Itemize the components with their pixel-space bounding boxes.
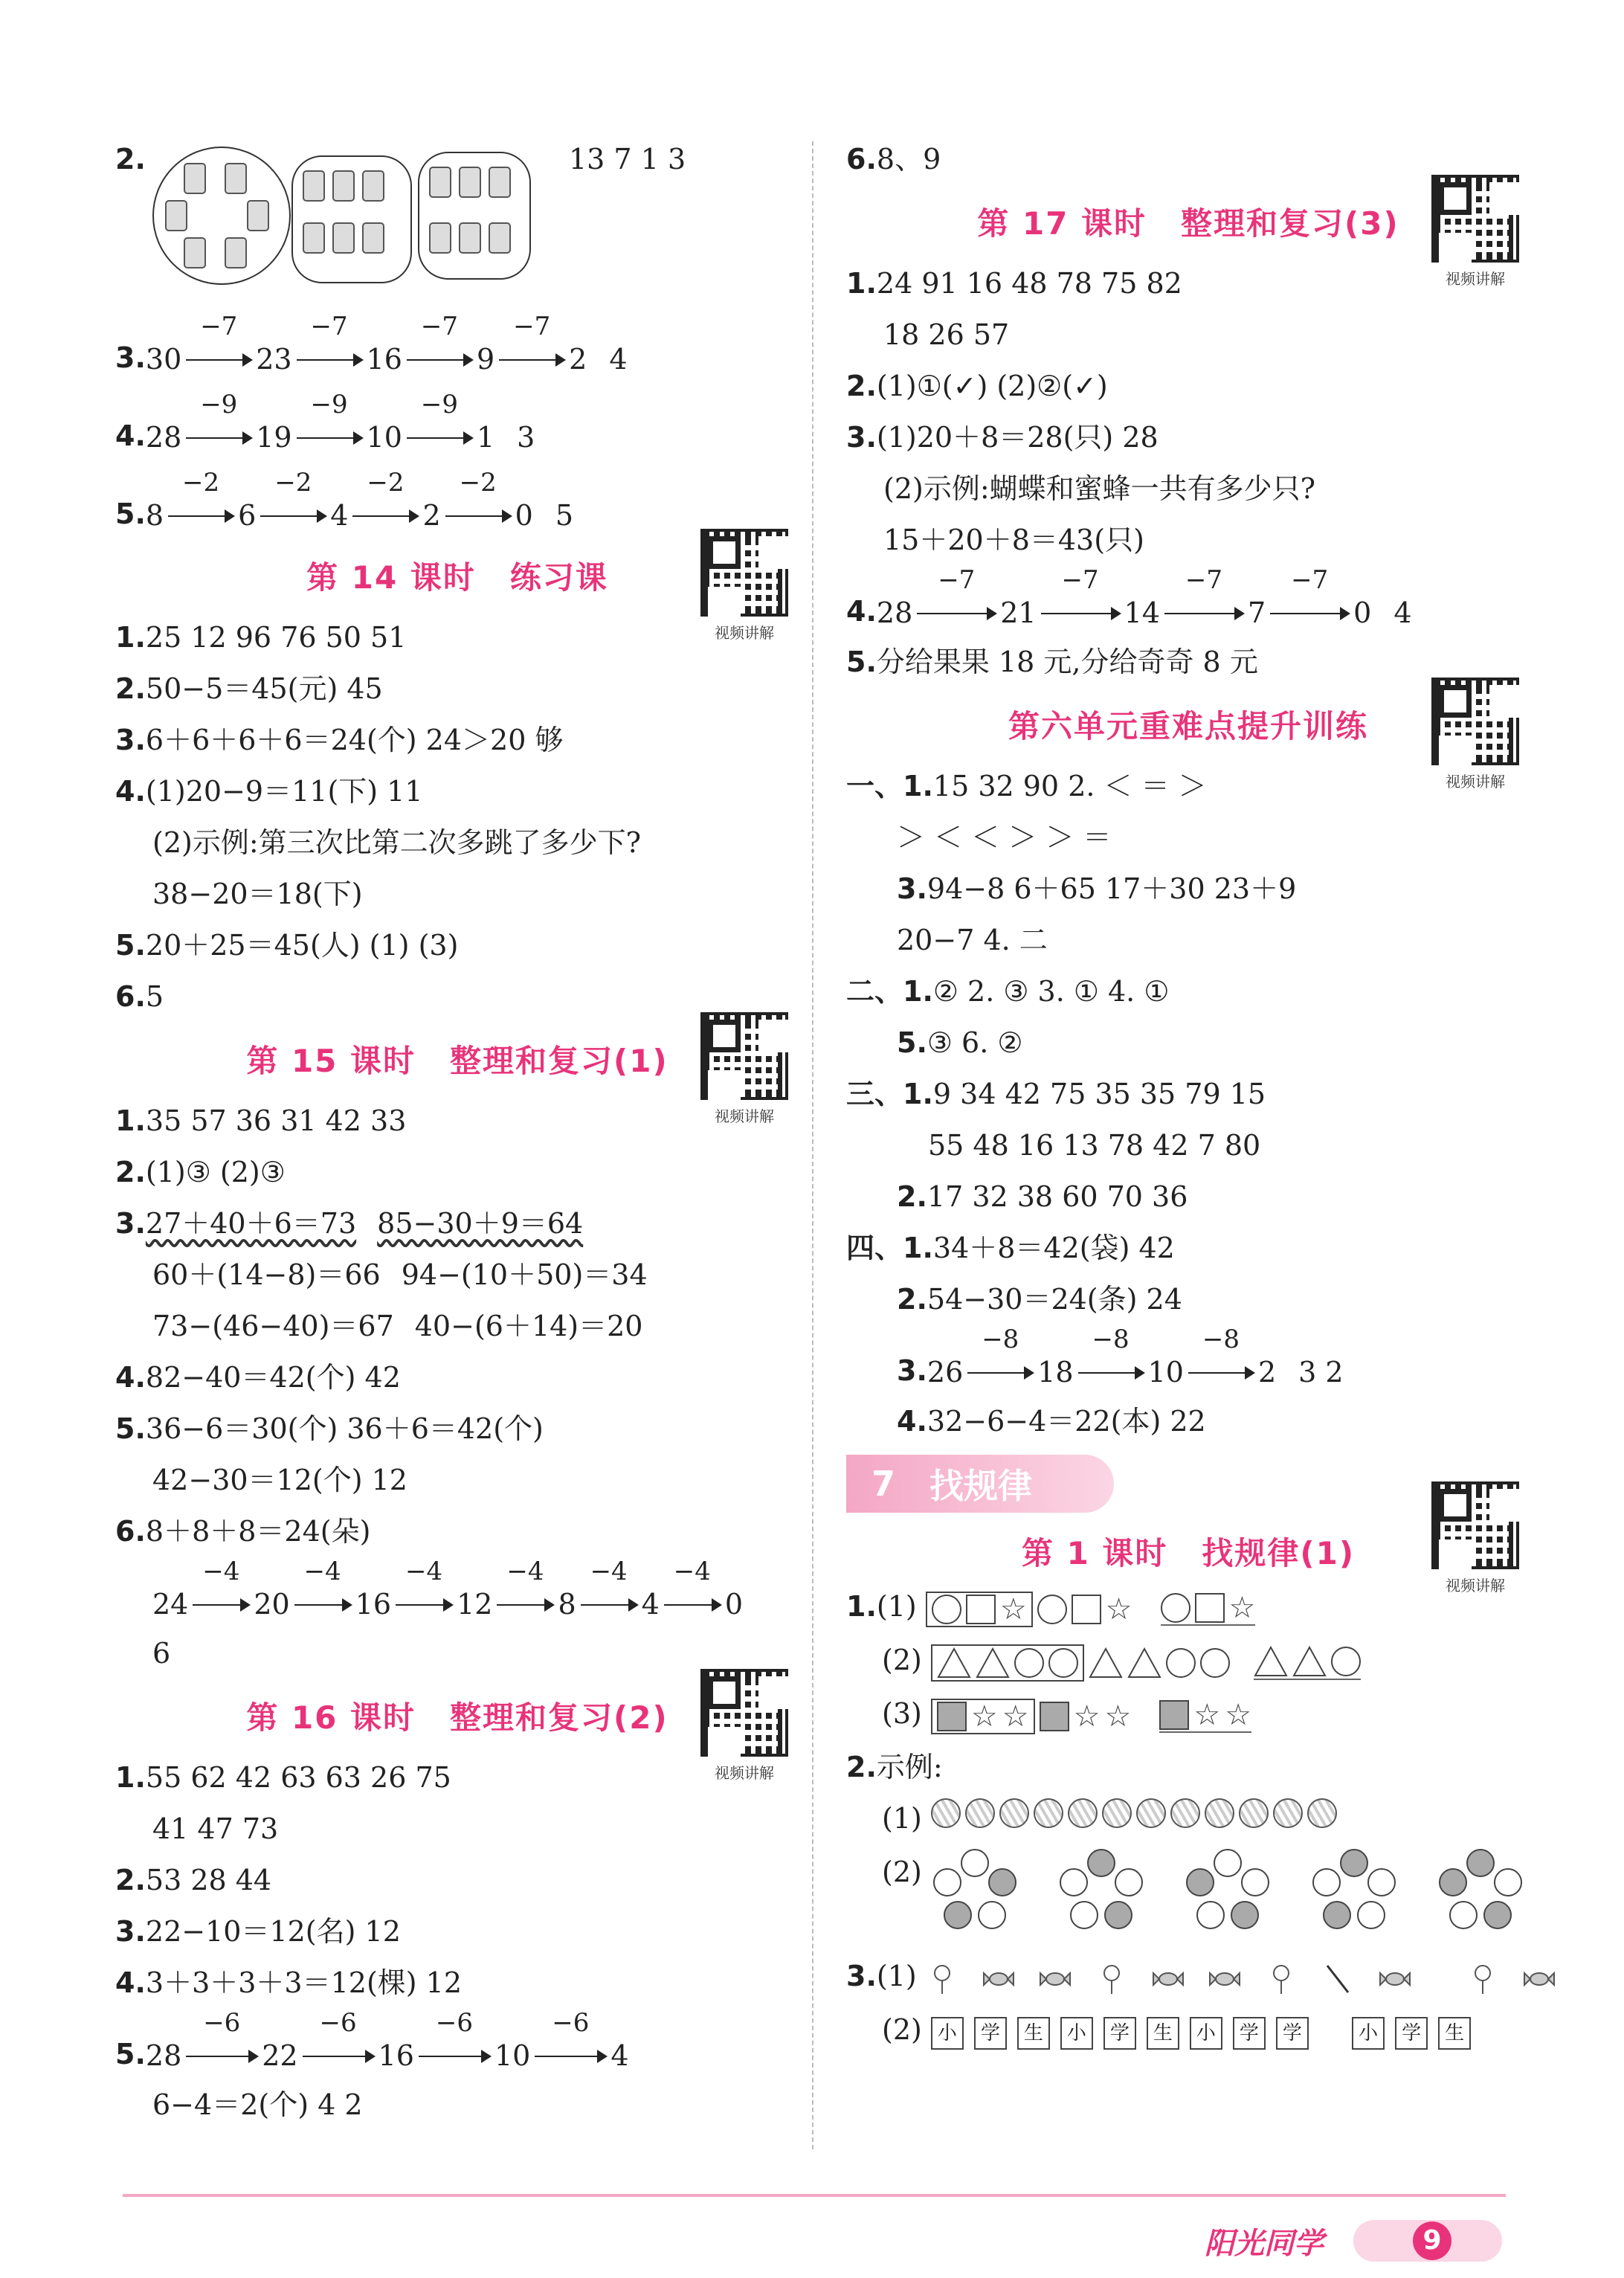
arrow-step: −8 xyxy=(1077,1357,1145,1387)
arrow-step: −7 xyxy=(497,344,566,374)
shape-sequence xyxy=(926,1592,1275,1627)
question-number: 2. xyxy=(115,143,146,176)
chain-value: 23 xyxy=(256,343,292,376)
square-shape xyxy=(1072,1595,1101,1624)
ball-icon xyxy=(1034,1798,1063,1828)
arrow-step: −4 xyxy=(191,1589,251,1619)
arrow-step: −9 xyxy=(295,422,364,452)
ball-icon xyxy=(1102,1798,1132,1828)
arrow-step: −6 xyxy=(301,2041,376,2071)
page-number-badge xyxy=(1353,2220,1502,2262)
candy-icon xyxy=(1379,1963,1411,1995)
jars-illustration xyxy=(151,141,538,290)
char-sequence: 小 学 生 小 学 生 小 学 学 小 学 生 xyxy=(931,2013,1481,2046)
q2-row xyxy=(115,134,799,305)
answer-line: 2.(1)①(✓) (2)②(✓) xyxy=(846,370,1108,402)
toy-sequence xyxy=(926,1960,1570,1992)
chain-value: 16 xyxy=(366,343,402,376)
arrow-step: −4 xyxy=(394,1589,454,1619)
q5-chain xyxy=(115,461,799,539)
answer-line: (2)示例:蝴蝶和蜜蜂一共有多少只? xyxy=(883,472,1316,505)
arrow-step: −7 xyxy=(1040,598,1121,628)
chain-value: 2 xyxy=(1257,1356,1277,1389)
pattern-row-2: (2) xyxy=(846,1635,1530,1688)
answer-line: 38−20＝18(下) xyxy=(152,878,363,910)
question-number: 4. xyxy=(115,419,146,452)
star-icon: ☆ xyxy=(1225,1697,1252,1732)
answer-line: 4.32−6−4＝22(本) 22 xyxy=(897,1405,1206,1438)
char-row: (2) 小 学 生 小 学 生 小 学 学 小 学 生 xyxy=(846,2004,1530,2058)
ball-icon xyxy=(965,1798,995,1828)
chain-value: 10 xyxy=(366,421,402,454)
chain-value: 7 xyxy=(1247,596,1266,629)
lollipop-icon xyxy=(1466,1963,1499,1995)
chain-value: 28 xyxy=(145,2039,182,2072)
chain-value: 10 xyxy=(1147,1356,1184,1389)
answer-line: 6−4＝2(个) 4 2 xyxy=(152,2088,363,2121)
arrow-step: −9 xyxy=(184,422,253,452)
flower-pattern-icon xyxy=(1184,1847,1272,1934)
answer-line: 5.20＋25＝45(人) (1) (3) xyxy=(115,929,459,962)
ball-sequence xyxy=(931,1802,1341,1835)
arrow-step: −7 xyxy=(1269,598,1350,628)
brand-logo: 阳光同学 xyxy=(1205,2227,1324,2261)
answer-line: ＞ ＜ ＜ ＞ ＞ ＝ xyxy=(897,821,1112,854)
answer-line: 2.(1)③ (2)③ xyxy=(115,1156,286,1188)
answer-line: 3.94−8 6＋65 17＋30 23＋9 xyxy=(897,872,1297,905)
arrow-step: −2 xyxy=(167,501,235,530)
answer-line: 1.24 91 16 48 78 75 82 xyxy=(846,267,1182,300)
answer-line: 一、1.15 32 90 2. ＜ ＝ ＞ xyxy=(846,770,1207,802)
section-title: 第 15 课时 整理和复习(1) xyxy=(246,1043,668,1079)
arrow-step: −4 xyxy=(663,1589,722,1619)
s17-q4-chain xyxy=(846,566,1530,637)
lollipop-icon xyxy=(1095,1963,1128,1995)
answer-line: 15＋20＋8＝43(只) xyxy=(883,524,1144,556)
circle-shape xyxy=(1161,1593,1190,1623)
question-number: 5. xyxy=(115,2038,146,2071)
chain-answer: 3 xyxy=(517,421,535,454)
flower-pattern-icon xyxy=(1437,1847,1524,1934)
chain-value: 16 xyxy=(355,1588,392,1621)
chain-value: 10 xyxy=(494,2039,531,2072)
arrow-step: −8 xyxy=(966,1357,1034,1387)
qr-code[interactable]: 视频讲解 xyxy=(697,1669,792,1783)
chain-answer: 5 xyxy=(555,499,574,532)
star-icon: ☆ xyxy=(1104,1699,1132,1734)
chain-value: 26 xyxy=(927,1356,964,1389)
chain-value: 4 xyxy=(610,2039,629,2072)
chain-value: 14 xyxy=(1124,596,1160,629)
answer-line: 6.8、9 xyxy=(846,143,941,176)
chain-value: 21 xyxy=(1000,596,1037,629)
answer-line: (2)示例:第三次比第二次多跳了多少下? xyxy=(152,826,642,859)
qr-code[interactable]: 视频讲解 xyxy=(1428,1481,1523,1595)
candy-icon xyxy=(1523,1963,1556,1995)
arrow-step: −6 xyxy=(184,2041,259,2071)
chain-value: 6 xyxy=(238,499,257,532)
answer-line: 42−30＝12(个) 12 xyxy=(152,1464,407,1496)
question-number: 4. xyxy=(846,595,877,628)
flower-sequence xyxy=(931,1872,1524,1905)
ball-icon xyxy=(1307,1798,1337,1828)
question-number: 3. xyxy=(115,341,146,374)
q2-answers: 13 7 1 3 xyxy=(569,143,686,176)
candy-icon xyxy=(1208,1963,1241,1995)
arrow-step: −7 xyxy=(1163,598,1245,628)
answer-line: 3.22−10＝12(名) 12 xyxy=(115,1915,401,1948)
chain-value: 9 xyxy=(476,343,495,376)
arrow-step: −7 xyxy=(915,598,997,628)
answer-line: 4.(1)20−9＝11(下) 11 xyxy=(115,775,423,808)
arrow-step: −4 xyxy=(495,1589,555,1619)
circle-shape xyxy=(1200,1648,1230,1678)
chain-value: 22 xyxy=(262,2039,298,2072)
answer-line: 41 47 73 xyxy=(152,1812,279,1845)
qr-code[interactable]: 视频讲解 xyxy=(697,1012,792,1126)
answer-line: 55 48 16 13 78 42 7 80 xyxy=(928,1129,1261,1162)
answer-line: 6.5 xyxy=(115,980,164,1013)
chain-value: 28 xyxy=(145,421,182,454)
arrow-step: −4 xyxy=(579,1589,639,1619)
ball-icon xyxy=(1068,1798,1098,1828)
s15-chain xyxy=(115,1557,799,1628)
chain-value: 8 xyxy=(145,499,164,532)
pattern-row-1: 1.(1) ☆ ☆ ☆ xyxy=(846,1581,1530,1635)
chain-value: 28 xyxy=(876,596,913,629)
arrow-step: −8 xyxy=(1187,1357,1255,1387)
arrow-step: −6 xyxy=(417,2041,492,2071)
qr-code[interactable]: 视频讲解 xyxy=(1428,175,1523,289)
flower-pattern-icon xyxy=(1057,1847,1145,1934)
chain-value: 1 xyxy=(476,421,495,454)
flower-row: (2) xyxy=(846,1847,1530,1951)
chain-value: 8 xyxy=(558,1588,576,1621)
star-icon: ☆ xyxy=(999,1592,1027,1627)
candy-icon xyxy=(1152,1963,1185,1995)
ball-icon xyxy=(1136,1798,1166,1828)
column-divider xyxy=(812,141,813,2149)
answer-line: 2.17 32 38 60 70 36 xyxy=(897,1180,1188,1213)
circle-shape xyxy=(932,1595,961,1624)
circle-shape xyxy=(1014,1648,1044,1678)
chain-value: 0 xyxy=(724,1588,743,1621)
arrow-step: −2 xyxy=(351,501,419,530)
footer-rule xyxy=(123,2194,1506,2197)
answer-line: 1.25 12 96 76 50 51 xyxy=(115,621,407,654)
answer-line: 20−7 4. 二 xyxy=(897,924,1048,956)
chain-answer: 4 xyxy=(1393,596,1412,629)
circle-shape xyxy=(1037,1595,1067,1624)
circle-shape xyxy=(1166,1648,1196,1678)
square-shape xyxy=(966,1595,996,1624)
section-title: 第 17 课时 整理和复习(3) xyxy=(977,205,1399,242)
gray-square-shape xyxy=(937,1702,967,1731)
gray-square-shape xyxy=(1040,1702,1069,1731)
chain-value: 2 xyxy=(569,343,587,376)
arrow-step: −2 xyxy=(259,501,327,530)
candy-icon xyxy=(1039,1963,1072,1995)
triangle-shape xyxy=(1127,1647,1161,1679)
circle-shape xyxy=(1331,1647,1361,1676)
answer-line: 3.27＋40＋6＝73 85−30＋9＝64 xyxy=(115,1207,584,1240)
pattern-row-3: (3) ☆ ☆ ☆ ☆ ☆ ☆ xyxy=(846,1688,1530,1742)
lollipop-icon xyxy=(926,1963,958,1995)
triangle-shape xyxy=(1292,1646,1327,1677)
ball-icon xyxy=(999,1798,1029,1828)
triangle-shape xyxy=(937,1647,971,1679)
answer-line: 5.36−6＝30(个) 36＋6＝42(个) xyxy=(115,1412,544,1445)
ball-icon xyxy=(1205,1798,1234,1828)
lesson-1-header xyxy=(846,1522,1530,1581)
answer-line: 4.3＋3＋3＋3＝12(棵) 12 xyxy=(115,1966,463,1999)
qr-code[interactable]: 视频讲解 xyxy=(1428,678,1523,791)
answer-line: 5.分给果果 18 元,分给奇奇 8 元 xyxy=(846,646,1258,678)
unit-tag: 7 找规律 xyxy=(846,1455,1114,1513)
answer-line: 4.82−40＝42(个) 42 xyxy=(115,1361,401,1394)
page-number: 9 xyxy=(1413,2221,1451,2260)
answer-line: 6.8＋8＋8＝24(朵) xyxy=(115,1515,371,1548)
answer-line: 3.6＋6＋6＋6＝24(个) 24＞20 够 xyxy=(115,724,564,756)
star-icon: ☆ xyxy=(1105,1592,1132,1627)
s6-q3-chain xyxy=(846,1325,1530,1396)
star-icon: ☆ xyxy=(1073,1699,1101,1734)
toy-row: 3.(1) xyxy=(846,1951,1530,2004)
answer-line: 6 xyxy=(152,1637,171,1670)
answer-line: 2.54−30＝24(条) 24 xyxy=(897,1283,1182,1316)
section-title: 第六单元重难点提升训练 xyxy=(1008,708,1368,744)
answer-line: 18 26 57 xyxy=(883,318,1010,351)
answer-line: 1.55 62 42 63 63 26 75 xyxy=(115,1761,451,1794)
chain-value: 18 xyxy=(1037,1356,1074,1389)
answer-line: 73−(46−40)＝67 40−(6＋14)＝20 xyxy=(152,1310,643,1342)
arrow-step: −7 xyxy=(405,344,474,374)
chain-value: 16 xyxy=(378,2039,414,2072)
chain-value: 4 xyxy=(641,1588,660,1621)
shape-sequence xyxy=(931,1699,1271,1734)
star-icon: ☆ xyxy=(1228,1590,1256,1625)
qr-code[interactable]: 视频讲解 xyxy=(697,529,792,643)
chain-value: 12 xyxy=(457,1588,493,1621)
chain-answer: 3 2 xyxy=(1298,1356,1344,1389)
crossed-out-icon xyxy=(1321,1963,1354,1995)
section-title: 第 1 课时 找规律(1) xyxy=(1021,1535,1356,1571)
answer-line: 2.53 28 44 xyxy=(115,1864,272,1896)
right-column xyxy=(846,134,1530,2058)
star-icon: ☆ xyxy=(970,1699,998,1734)
chain-value: 0 xyxy=(1353,596,1372,629)
ball-icon xyxy=(931,1798,961,1828)
q3-chain xyxy=(115,305,799,383)
arrow-step: −4 xyxy=(293,1589,352,1619)
gray-square-shape xyxy=(1159,1700,1189,1730)
answer-line: 三、1.9 34 42 75 35 35 79 15 xyxy=(846,1078,1266,1110)
ball-row: (1) xyxy=(846,1793,1530,1847)
arrow-step: −7 xyxy=(295,344,364,374)
star-icon: ☆ xyxy=(1193,1697,1221,1732)
arrow-step: −9 xyxy=(405,422,474,452)
arrow-step: −7 xyxy=(184,344,253,374)
flower-pattern-icon xyxy=(1310,1847,1398,1934)
question-number: 5. xyxy=(115,498,146,530)
question-number: 3. xyxy=(897,1354,927,1387)
left-column xyxy=(115,134,799,2131)
shape-sequence xyxy=(931,1644,1380,1682)
answer-line: 5.③ 6. ② xyxy=(897,1026,1023,1059)
section-title: 第 16 课时 整理和复习(2) xyxy=(246,1699,668,1736)
triangle-shape xyxy=(1254,1646,1288,1677)
answer-line: 1.35 57 36 31 42 33 xyxy=(115,1104,407,1137)
section-title: 第 14 课时 练习课 xyxy=(306,559,608,596)
square-shape xyxy=(1195,1593,1225,1623)
chain-value: 4 xyxy=(330,499,349,532)
circle-shape xyxy=(1048,1648,1078,1678)
answer-line: 四、1.34＋8＝42(袋) 42 xyxy=(846,1232,1175,1264)
triangle-shape xyxy=(976,1647,1010,1679)
chain-value: 19 xyxy=(256,421,292,454)
chain-value: 0 xyxy=(515,499,533,532)
triangle-shape xyxy=(1089,1647,1123,1679)
answer-line: 2.示例: xyxy=(846,1751,943,1783)
answer-line: 二、1.② 2. ③ 3. ① 4. ① xyxy=(846,975,1170,1008)
ball-icon xyxy=(1170,1798,1200,1828)
star-icon: ☆ xyxy=(1002,1699,1029,1734)
answer-line: 2.50−5＝45(元) 45 xyxy=(115,672,383,705)
chain-answer: 4 xyxy=(609,343,628,376)
chain-value: 2 xyxy=(422,499,441,532)
lollipop-icon xyxy=(1265,1963,1298,1995)
arrow-step: −6 xyxy=(533,2041,608,2071)
answer-line: 3.(1)20＋8＝28(只) 28 xyxy=(846,421,1159,454)
s16-q5-chain xyxy=(115,2009,799,2079)
flower-pattern-icon xyxy=(931,1847,1019,1934)
chain-value: 24 xyxy=(152,1588,189,1621)
candy-icon xyxy=(982,1963,1015,1995)
arrow-step: −2 xyxy=(444,501,512,530)
ball-icon xyxy=(1273,1798,1303,1828)
chain-value: 20 xyxy=(254,1588,290,1621)
ball-icon xyxy=(1239,1798,1269,1828)
chain-value: 30 xyxy=(145,343,182,376)
answer-line: 60＋(14−8)＝66 94−(10＋50)＝34 xyxy=(152,1258,648,1291)
q4-chain xyxy=(115,383,799,461)
